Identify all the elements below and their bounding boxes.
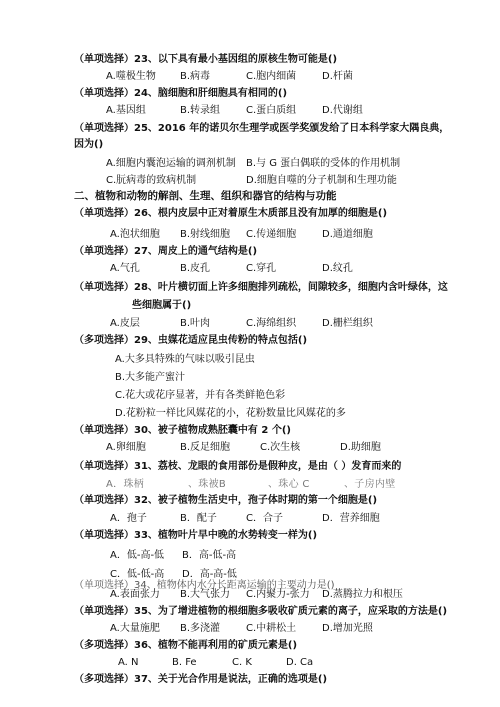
- question-37-stem: （多项选择）37、关于光合作用是说法，正确的选项是(): [74, 674, 328, 685]
- option-d: D.细胞自噬的分子机制和生理功能: [246, 175, 397, 186]
- option-d: D.助细胞: [340, 442, 381, 453]
- option-a: A．孢子: [110, 513, 147, 524]
- option-a: A.卵细胞: [106, 442, 146, 453]
- option-b: B.反足细胞: [180, 442, 231, 453]
- option-c: C.花大或花序显著，并有各类鲜艳色彩: [115, 390, 286, 401]
- option-c: C.内聚力-张力: [246, 589, 310, 600]
- question-23-stem: （单项选择）23、以下具有最小基因组的原核生物可能是(): [74, 54, 338, 65]
- option-d: D.纹孔: [322, 263, 353, 274]
- option-d: D.通道细胞: [322, 229, 373, 240]
- option-b: 、珠被B: [188, 479, 227, 490]
- option-b: B. Fe: [172, 657, 197, 668]
- option-c: C.蛋白质组: [246, 105, 297, 116]
- option-b: B.叶肉: [180, 318, 211, 329]
- option-c: C. K: [232, 657, 252, 668]
- question-26-stem: （单项选择）26、根内皮层中正对着原生木质部且没有加厚的细胞是(): [74, 208, 388, 219]
- question-32-stem: （单项选择）32、被子植物生活史中，孢子体时期的第一个细胞是(): [74, 495, 378, 506]
- option-a: A.表面张力: [110, 589, 160, 600]
- question-34-stem: （单项选择）34、植物体内水分长距离运输的主要动力是(): [74, 580, 335, 591]
- section-heading: 二、植物和动物的解剖、生理、组织和器官的结构与功能: [74, 190, 337, 202]
- option-d: D. Ca: [286, 657, 314, 668]
- option-a: A.大量施肥: [110, 623, 160, 634]
- option-d: D.代谢组: [322, 105, 363, 116]
- option-b: B.转录组: [180, 105, 221, 116]
- option-b: B.射线细胞: [180, 229, 231, 240]
- question-31-stem: （单项选择）31、荔枝、龙眼的食用部份是假种皮，是由（ ）发育而来的: [74, 461, 402, 472]
- option-a: A. N: [118, 657, 139, 668]
- option-a: A.皮层: [110, 318, 140, 329]
- option-d: D.蒸腾拉力和根压: [322, 589, 403, 600]
- option-b: B.与 G 蛋白偶联的受体的作用机制: [246, 158, 401, 169]
- option-a: A.气孔: [110, 263, 140, 274]
- question-27-stem: （单项选择）27、周皮上的通气结构是(): [74, 246, 258, 257]
- option-d: D.花粉粒一样比风媒花的小，花粉数量比风媒花的多: [115, 408, 346, 419]
- option-c: C.次生核: [260, 442, 301, 453]
- option-d: D．营养细胞: [322, 513, 380, 524]
- option-c: C.朊病毒的致病机制: [106, 175, 197, 186]
- option-c: C．低-低-高: [110, 569, 165, 580]
- question-25-stem: （单项选择）25、2016 年的诺贝尔生理学或医学奖颁发给了日本科学家大隅良典，: [74, 123, 450, 134]
- option-b: B.病毒: [180, 71, 211, 82]
- option-a: A.噬极生物: [106, 71, 156, 82]
- option-d: D．高-高-低: [182, 569, 237, 580]
- option-b: B.多浇灌: [180, 623, 221, 634]
- option-c: C.海绵组织: [246, 318, 297, 329]
- option-c: C.穿孔: [246, 263, 277, 274]
- option-c: C.中耕松土: [246, 623, 297, 634]
- question-30-stem: （单项选择）30、被子植物成熟胚囊中有 2 个(): [74, 425, 291, 436]
- question-33-stem: （单项选择）33、植物叶片早中晚的水势转变一样为(): [74, 530, 318, 541]
- option-a: A．低-高-低: [110, 550, 165, 561]
- question-36-stem: （多项选择）36、植物不能再利用的矿质元素是(): [74, 640, 298, 651]
- option-d: 、子房内壁: [344, 479, 396, 490]
- option-a: A.细胞内囊泡运输的调剂机制: [106, 158, 236, 169]
- option-a: A．珠柄: [106, 479, 145, 490]
- question-24-stem: （单项选择）24、脑细胞和肝细胞具有相同的(): [74, 88, 288, 99]
- option-d: D.栅栏组织: [322, 318, 373, 329]
- option-a: A.大多具特殊的气味以吸引昆虫: [115, 354, 255, 365]
- option-a: A.基因组: [106, 105, 146, 116]
- option-b: B．配子: [180, 513, 217, 524]
- option-c: C．合子: [246, 513, 283, 524]
- option-c: C.传递细胞: [246, 229, 297, 240]
- option-d: D.杆菌: [322, 71, 353, 82]
- option-b: B.皮孔: [180, 263, 211, 274]
- option-b: B.大多能产蜜汁: [115, 372, 186, 383]
- option-d: D.增加光照: [322, 623, 373, 634]
- option-c: 、珠心 C: [268, 479, 310, 490]
- option-a: A.泡状细胞: [110, 229, 160, 240]
- question-28-stem-cont: 些细胞属于(): [132, 300, 192, 311]
- question-28-stem: （单项选择）28、叶片横切面上许多细胞排列疏松，间隙较多，细胞内含叶绿体，这: [74, 282, 448, 293]
- option-c: C.胞内细菌: [246, 71, 297, 82]
- question-25-stem-cont: 因为(): [74, 139, 104, 150]
- option-b: B．高-低-高: [182, 550, 237, 561]
- question-29-stem: （多项选择）29、虫媒花适应昆虫传粉的特点包括(): [74, 335, 308, 346]
- question-35-stem: （单项选择）35、为了增进植物的根细胞多吸收矿质元素的离子，应采取的方法是(): [74, 606, 448, 617]
- option-b: B.大气张力: [180, 589, 231, 600]
